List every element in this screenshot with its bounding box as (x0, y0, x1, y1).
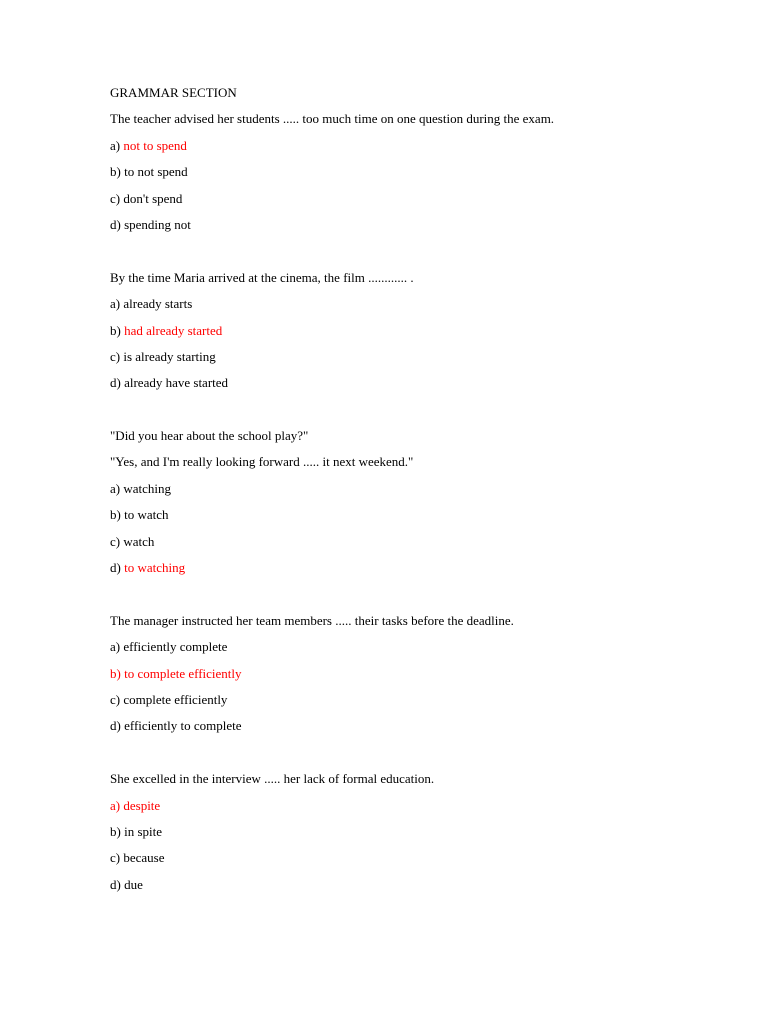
answer-option (110, 824, 730, 850)
option-letter: a) (110, 137, 124, 153)
option-letter: b) (110, 322, 125, 338)
option-text: because (123, 850, 165, 866)
question-block (110, 613, 730, 745)
option-text: already starts (123, 296, 193, 312)
answer-option (110, 296, 730, 322)
question-prompt: The teacher advised her students ..... too much time on one question during the exam. (110, 111, 555, 127)
option-text: watching (123, 480, 172, 496)
option-letter: b) (110, 507, 125, 523)
answer-option (110, 191, 730, 217)
option-letter: d) (110, 718, 125, 734)
option-letter: d) (110, 560, 125, 576)
option-letter: a) (110, 296, 124, 312)
answer-option (110, 692, 730, 718)
answer-option (110, 164, 730, 190)
option-text: efficiently to complete (124, 718, 242, 734)
answer-option (110, 323, 730, 349)
option-letter: d) (110, 375, 125, 391)
question-prompt: "Did you hear about the school play?" (110, 428, 309, 444)
option-text: in spite (124, 823, 163, 839)
question-list (110, 111, 730, 903)
option-letter: b) (110, 164, 125, 180)
option-letter: d) (110, 216, 125, 232)
answer-option (110, 481, 730, 507)
answer-option (110, 560, 730, 586)
answer-option (110, 877, 730, 903)
section-heading: GRAMMAR SECTION (110, 85, 237, 100)
option-text: despite (123, 797, 161, 813)
option-text: to watching (124, 560, 186, 576)
question-block (110, 771, 730, 903)
option-letter: c) (110, 691, 124, 707)
question-prompt: By the time Maria arrived at the cinema, the film ............ . (110, 269, 414, 285)
answer-option (110, 798, 730, 824)
document-page (110, 85, 730, 903)
answer-option (110, 349, 730, 375)
option-text: don't spend (123, 190, 183, 206)
option-letter: c) (110, 348, 124, 364)
option-text: to complete efficiently (124, 665, 242, 681)
option-text: due (124, 876, 143, 892)
answer-option (110, 138, 730, 164)
option-text: complete efficiently (123, 691, 228, 707)
answer-option (110, 534, 730, 560)
option-letter: a) (110, 480, 124, 496)
option-text: not to spend (123, 137, 187, 153)
answer-option (110, 666, 730, 692)
option-text: efficiently complete (123, 639, 228, 655)
option-letter: c) (110, 190, 124, 206)
option-letter: b) (110, 823, 125, 839)
option-text: already have started (124, 375, 229, 391)
question-block (110, 428, 730, 586)
option-text: to watch (124, 507, 169, 523)
option-letter: d) (110, 876, 125, 892)
option-text: had already started (124, 322, 223, 338)
option-text: to not spend (124, 164, 188, 180)
option-letter: c) (110, 533, 124, 549)
question-prompt: "Yes, and I'm really looking forward ..... it next weekend." (110, 454, 414, 470)
option-letter: a) (110, 639, 124, 655)
option-letter: b) (110, 665, 125, 681)
option-letter: a) (110, 797, 124, 813)
question-prompt: She excelled in the interview ..... her lack of formal education. (110, 771, 435, 787)
option-text: watch (123, 533, 155, 549)
option-letter: c) (110, 850, 124, 866)
answer-option (110, 217, 730, 243)
question-block (110, 270, 730, 402)
answer-option (110, 639, 730, 665)
question-block (110, 111, 730, 243)
answer-option (110, 375, 730, 401)
answer-option (110, 507, 730, 533)
answer-option (110, 850, 730, 876)
option-text: is already starting (123, 348, 216, 364)
answer-option (110, 718, 730, 744)
question-prompt: The manager instructed her team members ..... their tasks before the deadline. (110, 612, 514, 628)
option-text: spending not (124, 216, 191, 232)
